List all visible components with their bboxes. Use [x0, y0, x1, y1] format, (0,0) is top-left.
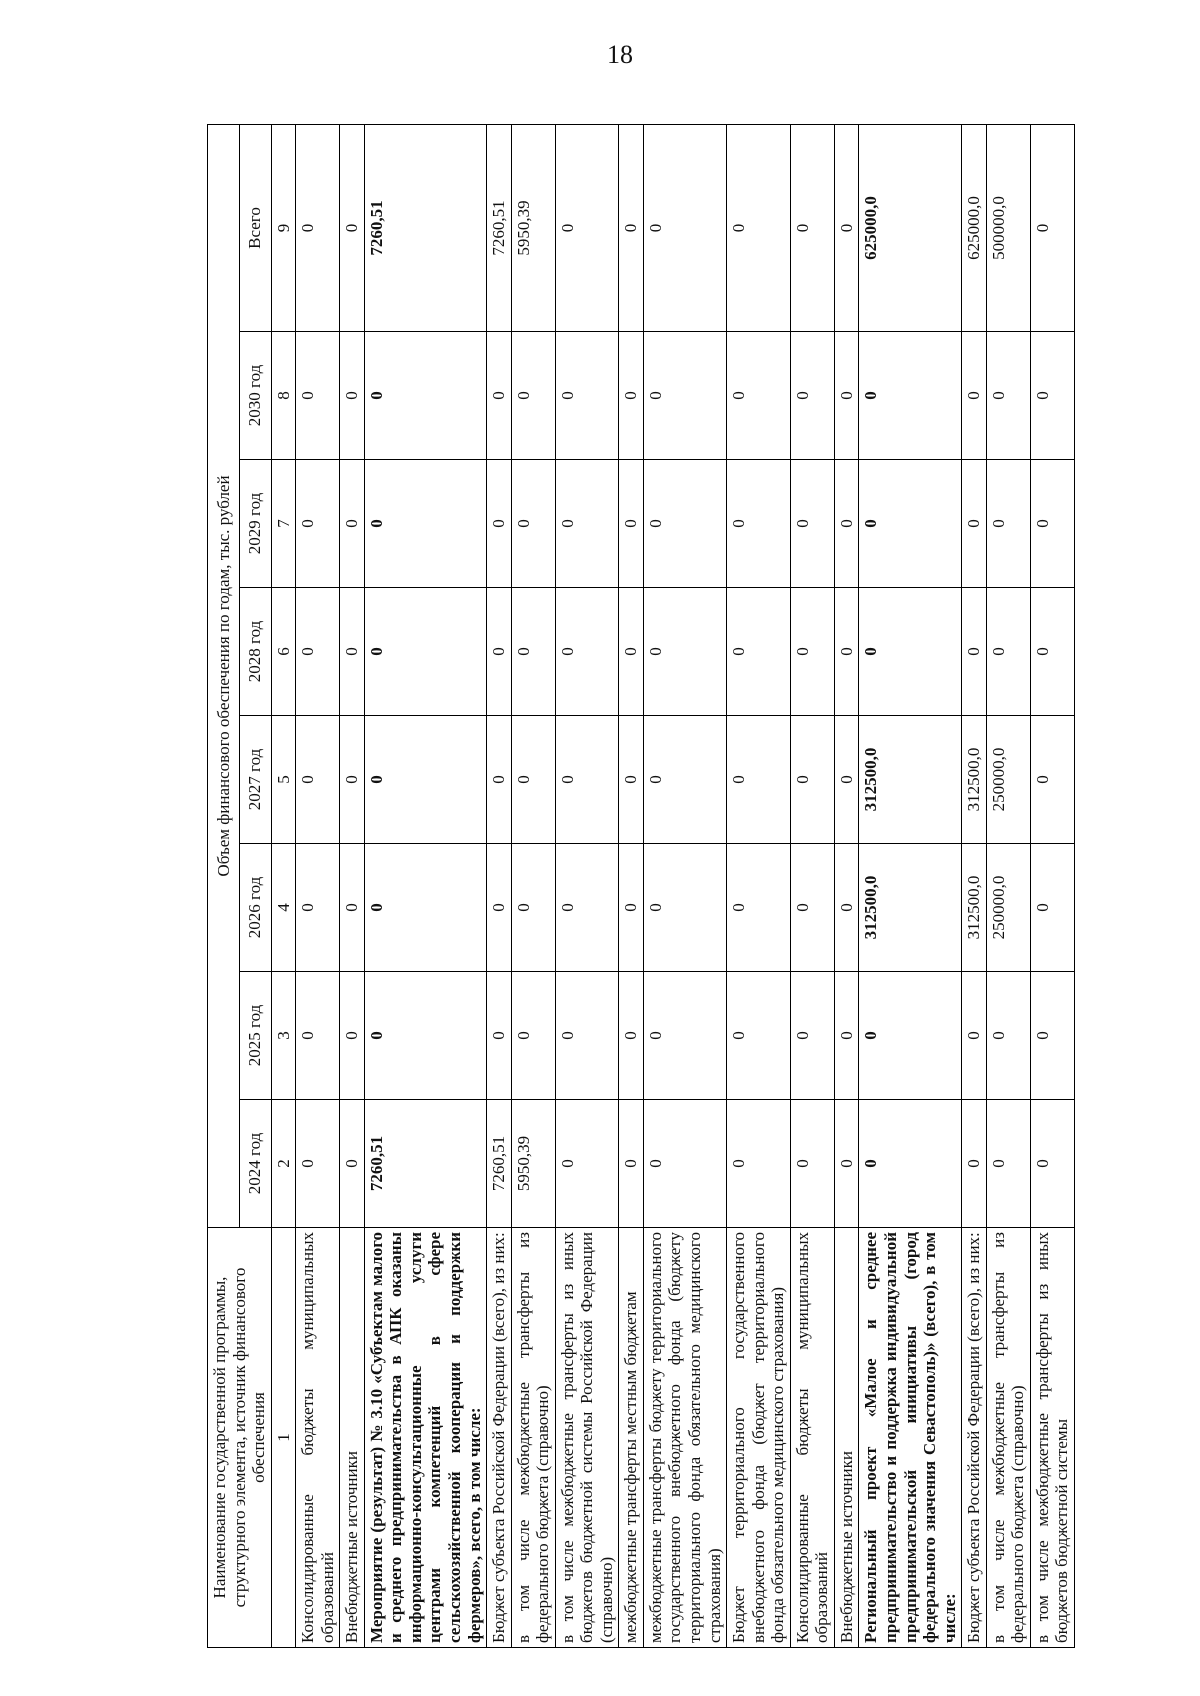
table-row — [340, 124, 365, 1647]
row-year-value: 0 — [340, 716, 365, 844]
row-year-value: 0 — [619, 716, 644, 844]
column-number: 3 — [271, 972, 296, 1100]
header-year: 2030 год — [239, 332, 271, 460]
row-year-value: 0 — [790, 588, 834, 716]
row-label: в том числе межбюджетные трансферты из федерального бюджета (справочно) — [986, 1228, 1030, 1648]
row-year-value: 0 — [962, 1100, 987, 1228]
header-year: 2024 год — [239, 1100, 271, 1228]
row-total-value: 5950,39 — [511, 124, 555, 331]
row-year-value: 250000,0 — [986, 716, 1030, 844]
row-label: Бюджет территориального государственного внебюджетного фонда (бюджет территориального фонда обязательного медицинского страхования) — [727, 1228, 791, 1648]
row-year-value: 0 — [790, 332, 834, 460]
row-year-value: 0 — [511, 844, 555, 972]
row-label: в том числе межбюджетные трансферты из федерального бюджета (справочно) — [511, 1228, 555, 1648]
row-year-value: 0 — [296, 460, 340, 588]
row-year-value: 0 — [986, 460, 1030, 588]
row-year-value: 0 — [296, 972, 340, 1100]
row-year-value: 7260,51 — [487, 1100, 512, 1228]
table-row — [511, 124, 555, 1647]
row-label: Консолидированные бюджеты муниципальных образований — [790, 1228, 834, 1648]
table-row — [986, 124, 1030, 1647]
row-year-value: 0 — [727, 844, 791, 972]
table-row — [790, 124, 834, 1647]
table-row — [364, 124, 486, 1647]
row-year-value: 0 — [727, 1100, 791, 1228]
row-total-value: 7260,51 — [487, 124, 512, 331]
row-year-value: 312500,0 — [859, 716, 962, 844]
row-year-value: 0 — [834, 460, 859, 588]
row-label: в том числе межбюджетные трансферты из иных бюджетов бюджетной системы — [1030, 1228, 1074, 1648]
row-year-value: 0 — [619, 460, 644, 588]
row-year-value: 0 — [834, 716, 859, 844]
row-year-value: 0 — [555, 844, 619, 972]
row-label: Региональный проект «Малое и среднее предпринимательство и поддержка индивидуальной предпринимательской инициативы (город федерального значения Севастополь)» (всего), в том числе: — [859, 1228, 962, 1648]
header-year: 2026 год — [239, 844, 271, 972]
column-number: 5 — [271, 716, 296, 844]
row-year-value: 312500,0 — [962, 716, 987, 844]
row-year-value: 0 — [511, 332, 555, 460]
row-year-value: 0 — [790, 716, 834, 844]
row-year-value: 0 — [790, 1100, 834, 1228]
row-year-value: 0 — [364, 588, 486, 716]
row-year-value: 0 — [834, 844, 859, 972]
table-row — [1030, 124, 1074, 1647]
row-total-value: 0 — [340, 124, 365, 331]
row-year-value: 0 — [364, 332, 486, 460]
header-total: Всего — [239, 124, 271, 331]
table-row — [555, 124, 619, 1647]
row-total-value: 0 — [834, 124, 859, 331]
row-year-value: 0 — [364, 844, 486, 972]
row-total-value: 625000,0 — [962, 124, 987, 331]
row-year-value: 0 — [511, 972, 555, 1100]
row-year-value: 0 — [487, 716, 512, 844]
row-year-value: 0 — [643, 844, 726, 972]
table-row — [487, 124, 512, 1647]
row-year-value: 0 — [296, 1100, 340, 1228]
row-year-value: 0 — [643, 460, 726, 588]
row-total-value: 500000,0 — [986, 124, 1030, 331]
row-year-value: 0 — [727, 716, 791, 844]
row-label: Бюджет субъекта Российской Федерации (всего), из них: — [962, 1228, 987, 1648]
row-total-value: 0 — [555, 124, 619, 331]
row-year-value: 312500,0 — [859, 844, 962, 972]
row-year-value: 0 — [555, 716, 619, 844]
table-row — [643, 124, 726, 1647]
row-year-value: 0 — [296, 844, 340, 972]
row-label: Внебюджетные источники — [340, 1228, 365, 1648]
row-year-value: 0 — [1030, 460, 1074, 588]
row-year-value: 0 — [1030, 1100, 1074, 1228]
row-year-value: 0 — [555, 972, 619, 1100]
row-label: Бюджет субъекта Российской Федерации (всего), из них: — [487, 1228, 512, 1648]
row-year-value: 0 — [643, 716, 726, 844]
row-year-value: 0 — [296, 716, 340, 844]
rotated-table-container — [207, 125, 1148, 1648]
table-row — [859, 124, 962, 1647]
row-label: Мероприятие (результат) № 3.10 «Субъектам малого и среднего предпринимательства в АПК оказаны информационно-консультационные услуги центрами компетенций в сфере сельскохозяйственной кооперации и поддержки фермеров», всего, в том числе: — [364, 1228, 486, 1648]
table-row — [296, 124, 340, 1647]
column-number: 2 — [271, 1100, 296, 1228]
row-total-value: 0 — [619, 124, 644, 331]
row-year-value: 0 — [340, 844, 365, 972]
header-name-column: Наименование государственной программы, структурного элемента, источник финансового обеспечения — [208, 1228, 272, 1648]
row-year-value: 0 — [790, 460, 834, 588]
row-total-value: 0 — [1030, 124, 1074, 331]
row-year-value: 0 — [643, 1100, 726, 1228]
row-label: Внебюджетные источники — [834, 1228, 859, 1648]
row-year-value: 0 — [619, 972, 644, 1100]
row-year-value: 0 — [340, 460, 365, 588]
row-year-value: 0 — [859, 332, 962, 460]
row-year-value: 0 — [834, 588, 859, 716]
header-row-1 — [208, 124, 240, 1647]
row-year-value: 0 — [619, 588, 644, 716]
row-year-value: 0 — [619, 1100, 644, 1228]
row-year-value: 0 — [859, 1100, 962, 1228]
column-number: 6 — [271, 588, 296, 716]
header-year: 2027 год — [239, 716, 271, 844]
row-year-value: 0 — [1030, 972, 1074, 1100]
table-row — [834, 124, 859, 1647]
row-total-value: 0 — [790, 124, 834, 331]
row-year-value: 0 — [511, 716, 555, 844]
row-total-value: 0 — [727, 124, 791, 331]
row-year-value: 0 — [487, 460, 512, 588]
table-row — [619, 124, 644, 1647]
row-year-value: 0 — [511, 588, 555, 716]
row-year-value: 0 — [340, 972, 365, 1100]
row-year-value: 0 — [364, 460, 486, 588]
row-year-value: 0 — [986, 972, 1030, 1100]
row-year-value: 0 — [1030, 332, 1074, 460]
row-year-value: 0 — [643, 588, 726, 716]
financing-table — [207, 124, 1075, 1648]
column-number: 9 — [271, 124, 296, 331]
row-year-value: 0 — [364, 716, 486, 844]
row-year-value: 0 — [790, 972, 834, 1100]
column-numbers-row — [271, 124, 296, 1647]
row-year-value: 0 — [986, 1100, 1030, 1228]
column-number: 7 — [271, 460, 296, 588]
row-year-value: 0 — [340, 588, 365, 716]
row-year-value: 0 — [962, 332, 987, 460]
row-year-value: 0 — [364, 972, 486, 1100]
row-year-value: 0 — [834, 972, 859, 1100]
row-year-value: 0 — [727, 460, 791, 588]
row-year-value: 250000,0 — [986, 844, 1030, 972]
row-year-value: 0 — [962, 460, 987, 588]
row-year-value: 0 — [834, 1100, 859, 1228]
row-year-value: 0 — [986, 588, 1030, 716]
header-year: 2025 год — [239, 972, 271, 1100]
column-number: 1 — [271, 1228, 296, 1648]
row-label: в том числе межбюджетные трансферты из иных бюджетов бюджетной системы Российской Федерации (справочно) — [555, 1228, 619, 1648]
column-number: 8 — [271, 332, 296, 460]
row-year-value: 0 — [340, 1100, 365, 1228]
row-year-value: 0 — [487, 844, 512, 972]
row-year-value: 0 — [859, 588, 962, 716]
row-year-value: 0 — [555, 588, 619, 716]
column-number: 4 — [271, 844, 296, 972]
row-year-value: 5950,39 — [511, 1100, 555, 1228]
header-volume-column: Объем финансового обеспечения по годам, тыс. рублей — [208, 124, 240, 1227]
table-row — [727, 124, 791, 1647]
row-year-value: 312500,0 — [962, 844, 987, 972]
row-year-value: 0 — [834, 332, 859, 460]
row-total-value: 625000,0 — [859, 124, 962, 331]
header-year: 2028 год — [239, 588, 271, 716]
row-total-value: 0 — [296, 124, 340, 331]
row-label: межбюджетные трансферты бюджету территориального государственного внебюджетного фонда (бюджету территориального фонда обязательного медицинского страхования) — [643, 1228, 726, 1648]
row-year-value: 0 — [511, 460, 555, 588]
row-year-value: 0 — [962, 972, 987, 1100]
row-year-value: 0 — [962, 588, 987, 716]
row-year-value: 0 — [1030, 844, 1074, 972]
row-year-value: 0 — [727, 332, 791, 460]
row-total-value: 0 — [643, 124, 726, 331]
header-year: 2029 год — [239, 460, 271, 588]
row-year-value: 0 — [1030, 588, 1074, 716]
row-year-value: 0 — [487, 588, 512, 716]
row-label: Консолидированные бюджеты муниципальных образований — [296, 1228, 340, 1648]
row-year-value: 0 — [296, 588, 340, 716]
row-total-value: 7260,51 — [364, 124, 486, 331]
row-year-value: 0 — [727, 588, 791, 716]
row-year-value: 0 — [487, 972, 512, 1100]
row-label: межбюджетные трансферты местным бюджетам — [619, 1228, 644, 1648]
row-year-value: 0 — [619, 332, 644, 460]
row-year-value: 0 — [859, 460, 962, 588]
row-year-value: 0 — [727, 972, 791, 1100]
row-year-value: 0 — [555, 460, 619, 588]
row-year-value: 0 — [487, 332, 512, 460]
row-year-value: 0 — [555, 1100, 619, 1228]
row-year-value: 7260,51 — [364, 1100, 486, 1228]
row-year-value: 0 — [790, 844, 834, 972]
row-year-value: 0 — [643, 972, 726, 1100]
row-year-value: 0 — [340, 332, 365, 460]
row-year-value: 0 — [986, 332, 1030, 460]
rotated-table-area — [207, 125, 1148, 1648]
row-year-value: 0 — [619, 844, 644, 972]
row-year-value: 0 — [296, 332, 340, 460]
page-number: 18 — [607, 40, 633, 69]
table-row — [962, 124, 987, 1647]
row-year-value: 0 — [859, 972, 962, 1100]
row-year-value: 0 — [643, 332, 726, 460]
row-year-value: 0 — [555, 332, 619, 460]
row-year-value: 0 — [1030, 716, 1074, 844]
table-body — [296, 124, 1075, 1647]
